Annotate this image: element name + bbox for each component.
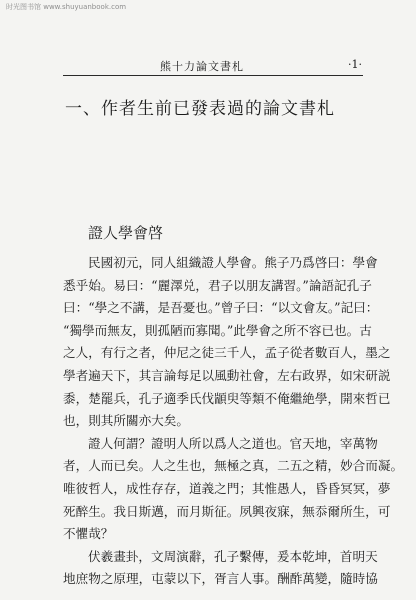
text-line: 地庶物之原理，屯蒙以下，胥言人事。酬酢萬變，隨時協 bbox=[63, 571, 378, 587]
running-title: 熊十力論文書札 bbox=[160, 60, 244, 73]
text-line: 民國初元，同人組織證人學會。熊子乃爲啓曰：學會 bbox=[88, 255, 378, 270]
text-line: 學者遍天下，其言論每足以風動社會，左右政界，如宋研説 bbox=[63, 367, 391, 383]
text-line: 黍，楚罷兵，孔子適季氏伐顓臾等類不俺繼絶學，開來哲已 bbox=[63, 390, 391, 406]
section-title: 證人學會啓 bbox=[88, 224, 164, 242]
text-line: 唯彼哲人，成性存存，道義之門；其惟愚人，昏昏冥冥，夢 bbox=[63, 480, 391, 496]
text-line: 死醉生。我日斯邁，而月斯征。夙興夜寐，無忝爾所生，可 bbox=[63, 503, 391, 519]
watermark: 时光图书馆 www.shuyuanbook.com bbox=[6, 3, 127, 11]
text-line: 證人何謂？證明人所以爲人之道也。官天地，宰萬物 bbox=[88, 435, 378, 451]
page-number: ·1· bbox=[348, 58, 362, 71]
header-rule bbox=[63, 75, 363, 76]
text-line: 悉乎始。易曰：“麗澤兑，君子以朋友講習。”論語記孔子 bbox=[63, 277, 372, 293]
text-line: “獨學而無友，則孤陋而寡聞。”此學會之所不容已也。古 bbox=[63, 322, 372, 338]
text-line: 之人，有行之者，仲尼之徒三千人，孟子從者數百人，墨之 bbox=[63, 345, 391, 361]
body-text bbox=[63, 252, 404, 591]
text-line: 者，人而已矣。人之生也，無極之真，二五之精，妙合而凝。 bbox=[63, 458, 404, 474]
text-line: 伏羲畫卦，文周演辭，孔子繫傳，爰本乾坤，首明天 bbox=[88, 548, 378, 564]
text-line: 曰：“學之不講，是吾憂也。”曾子曰：“以文會友。”記曰： bbox=[63, 300, 379, 316]
text-line: 不懼哉？ bbox=[63, 526, 114, 542]
text-line: 也，則其所關亦大矣。 bbox=[63, 413, 189, 429]
chapter-title: 一、作者生前已發表過的論文書札 bbox=[65, 99, 335, 119]
